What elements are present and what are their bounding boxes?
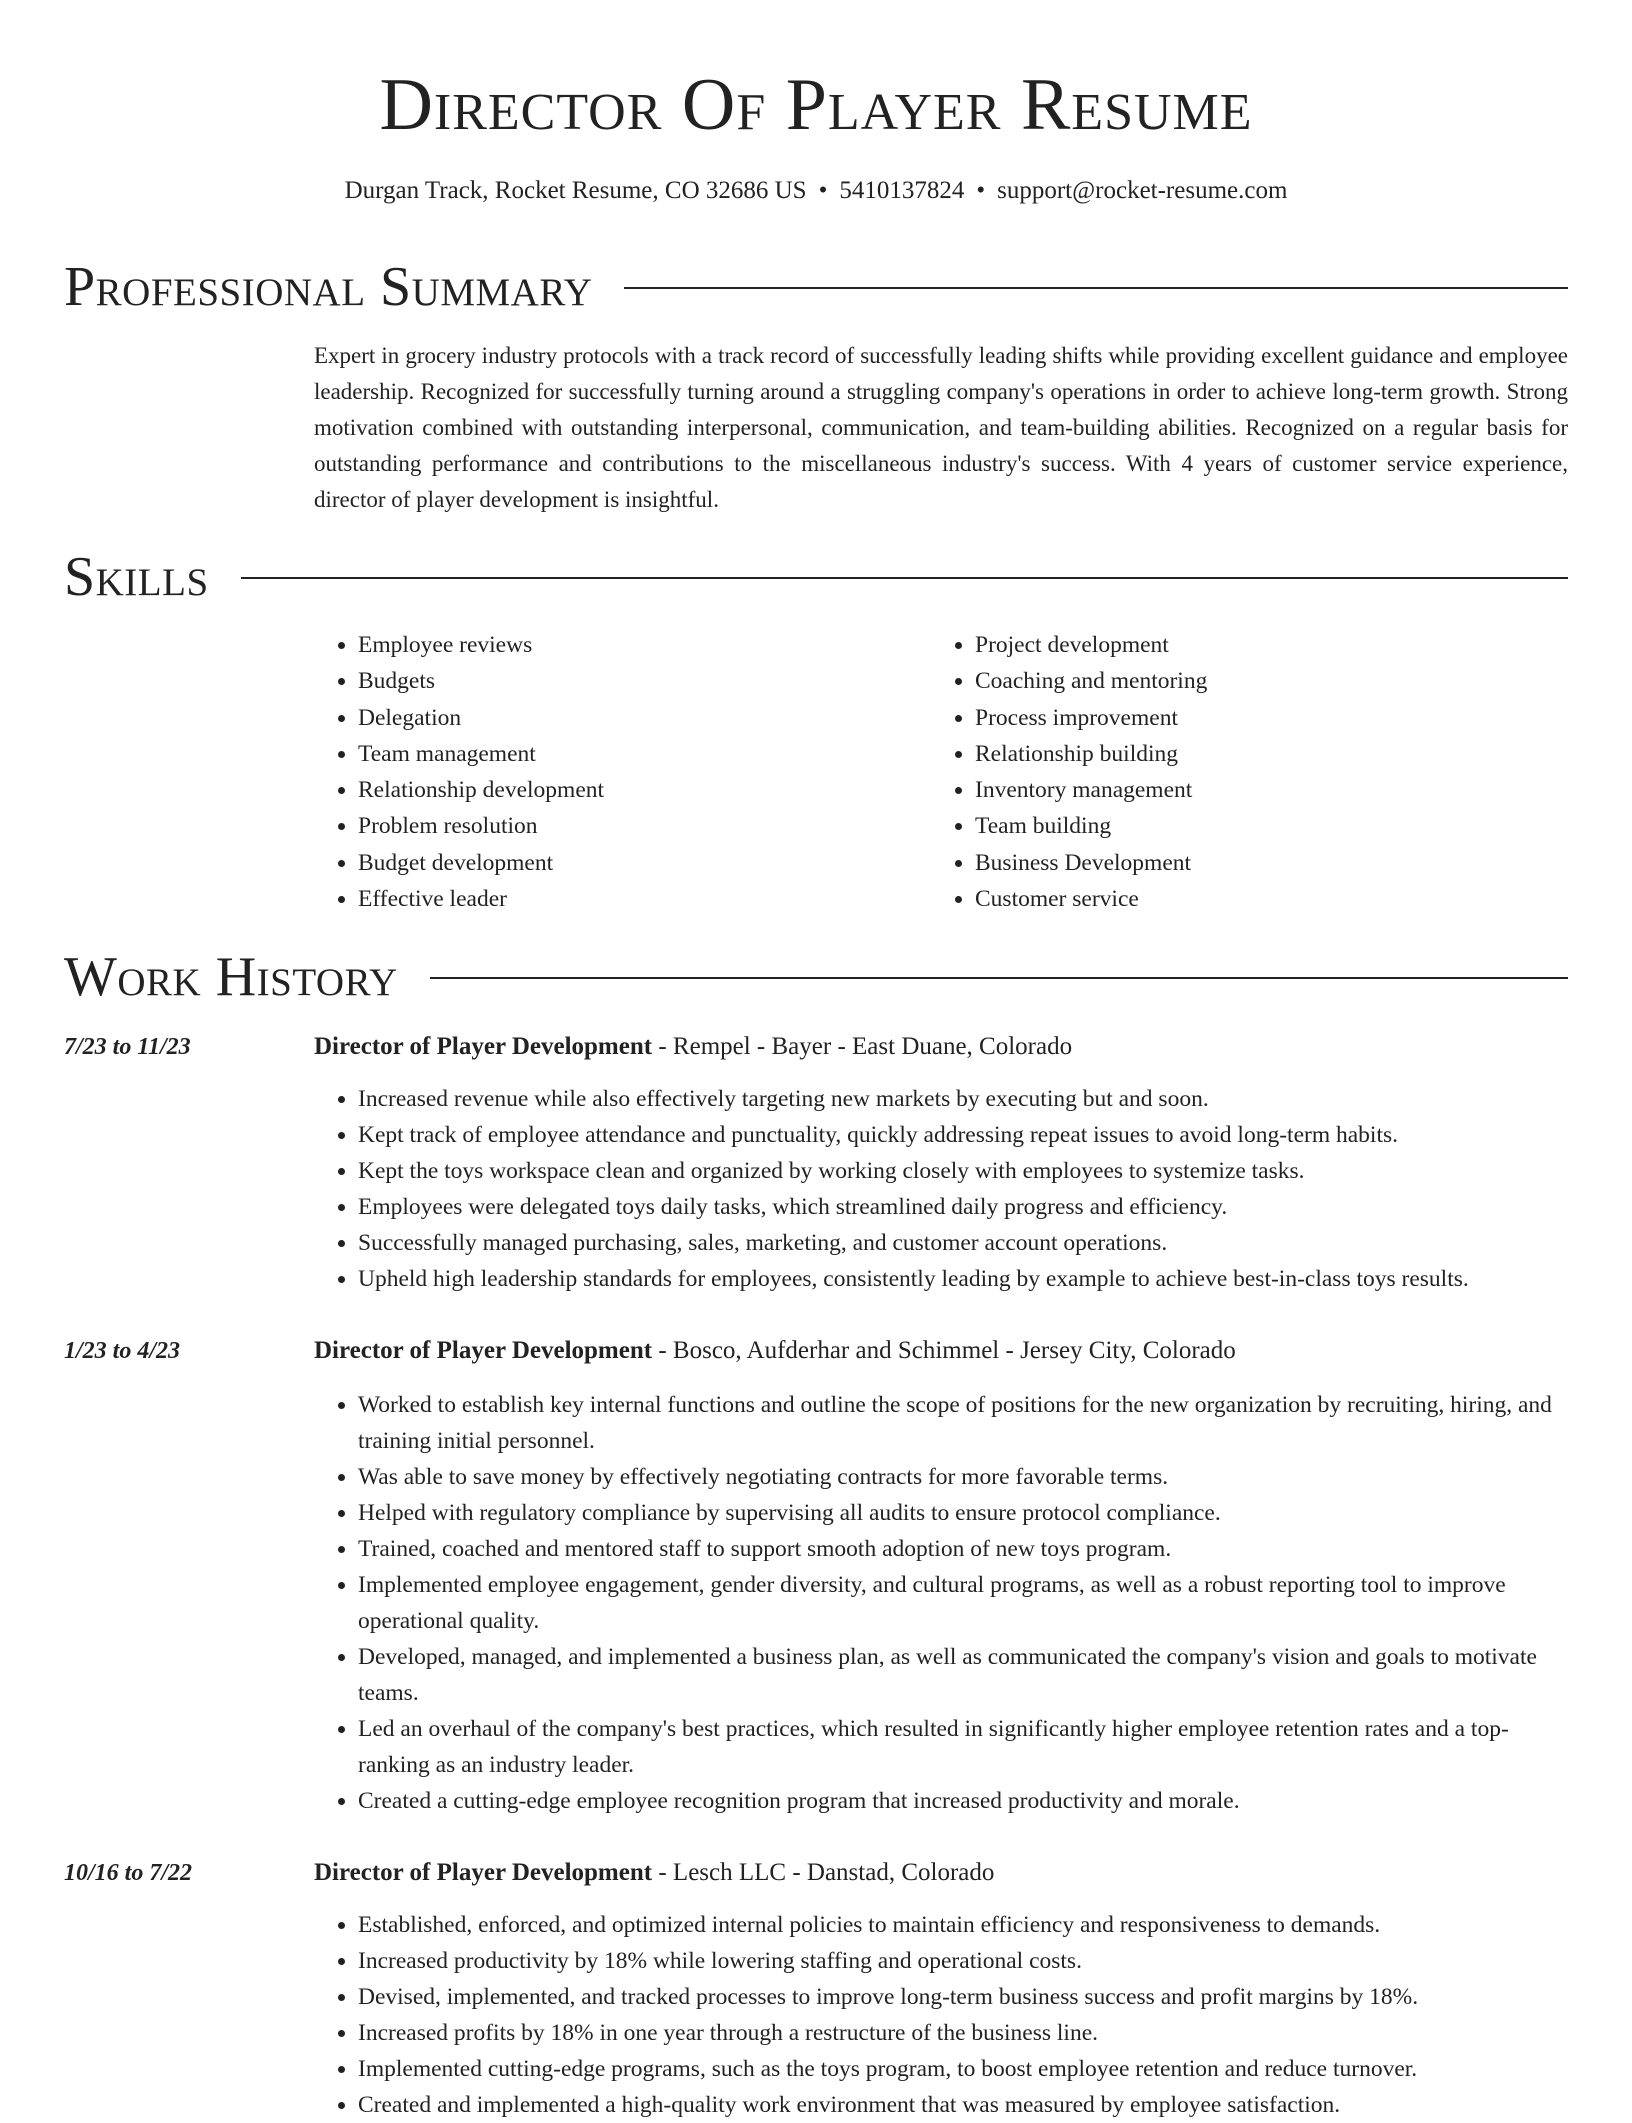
job-title: Director of Player Development [314, 1337, 653, 1364]
job-bullet: • Created a cutting-edge employee recognition program that increased productivity and morale. [358, 1783, 1568, 1819]
job-bullet: • Was able to save money by effectively negotiating contracts for more favorable terms. [358, 1459, 1568, 1495]
job-bullet: • Established, enforced, and optimized internal policies to maintain efficiency and responsiveness to demands. [358, 1907, 1568, 1943]
skill-item: • Coaching and mentoring [975, 663, 1207, 699]
job-employer: - Rempel - Bayer - East Duane, Colorado [652, 1033, 1073, 1060]
skill-item: • Project development [975, 627, 1207, 663]
skill-item: • Inventory management [975, 772, 1207, 808]
skills-list-right [931, 627, 1207, 917]
section-divider [241, 577, 1568, 579]
skill-item: • Effective leader [358, 881, 604, 917]
resume-title: Director Of Player Resume [379, 64, 1253, 146]
skill-item: • Budget development [358, 845, 604, 881]
job-bullet: • Implemented cutting-edge programs, such as the toys program, to boost employee retention and reduce turnover. [358, 2051, 1568, 2087]
skill-item: • Customer service [975, 881, 1207, 917]
job-bullet: • Developed, managed, and implemented a business plan, as well as communicated the company's vision and goals to motivate teams. [358, 1639, 1568, 1711]
work-history-section-title: Work History [64, 946, 398, 1008]
skill-item: • Team management [358, 736, 604, 772]
contact-address: Durgan Track, Rocket Resume, CO 32686 US [344, 177, 807, 204]
job-title: Director of Player Development [314, 1859, 653, 1886]
job-dates: 7/23 to 11/23 [64, 1034, 191, 1060]
job-bullets [314, 1907, 1568, 2123]
skill-item: • Budgets [358, 663, 604, 699]
job-bullet: • Helped with regulatory compliance by supervising all audits to ensure protocol compliance. [358, 1495, 1568, 1531]
job-bullet: • Increased revenue while also effectively targeting new markets by executing but and soon. [358, 1081, 1568, 1117]
job-dates: 1/23 to 4/23 [64, 1338, 181, 1364]
professional-summary-text: Expert in grocery industry protocols with a track record of successfully leading shifts while providing excellent guidance and employee leadership. Recognized for successfully turning around a struggling company's operations in order to achieve long-term growth. Strong motivation combined with outstanding interpersonal, communication, and team-building abilities. Recognized on a regular basis for outstanding performance and contributions to the miscellaneous industry's success. With 4 years of customer service experience, director of player development is insightful. [314, 343, 1568, 512]
section-divider [624, 287, 1568, 289]
skill-item: • Process improvement [975, 700, 1207, 736]
job-employer: - Lesch LLC - Danstad, Colorado [652, 1859, 995, 1886]
contact-line [0, 174, 1632, 208]
summary-section-header [64, 255, 1568, 319]
skill-item: • Business Development [975, 845, 1207, 881]
job-employer: - Bosco, Aufderhar and Schimmel - Jersey City, Colorado [652, 1337, 1236, 1364]
skill-item: • Team building [975, 808, 1207, 844]
skills-section-header [64, 545, 1568, 609]
contact-email[interactable]: support@rocket-resume.com [997, 177, 1288, 204]
job-bullet: • Successfully managed purchasing, sales, marketing, and customer account operations. [358, 1225, 1568, 1261]
job-bullet: • Kept track of employee attendance and punctuality, quickly addressing repeat issues to avoid long-term habits. [358, 1117, 1568, 1153]
job-bullets [314, 1387, 1568, 1819]
job-bullet: • Created and implemented a high-quality work environment that was measured by employee satisfaction. [358, 2087, 1568, 2123]
job-heading [314, 1855, 994, 1891]
job-title: Director of Player Development [314, 1033, 653, 1060]
skill-item: • Delegation [358, 700, 604, 736]
job-heading [314, 1029, 1072, 1065]
contact-phone: 5410137824 [839, 177, 965, 204]
job-bullet: • Employees were delegated toys daily tasks, which streamlined daily progress and efficiency. [358, 1189, 1568, 1225]
skills-list-left [314, 627, 604, 917]
work-history-section-header [64, 945, 1568, 1009]
job-bullet: • Worked to establish key internal functions and outline the scope of positions for the new organization by recruiting, hiring, and training initial personnel. [358, 1387, 1568, 1459]
summary-section-title: Professional Summary [64, 256, 593, 318]
section-divider [430, 977, 1568, 979]
skill-item: • Employee reviews [358, 627, 604, 663]
skill-item: • Problem resolution [358, 808, 604, 844]
job-bullet: • Implemented employee engagement, gender diversity, and cultural programs, as well as a robust reporting tool to improve operational quality. [358, 1567, 1568, 1639]
skill-item: • Relationship building [975, 736, 1207, 772]
contact-separator: • [818, 177, 828, 204]
job-bullet: • Devised, implemented, and tracked processes to improve long-term business success and profit margins by 18%. [358, 1979, 1568, 2015]
skill-item: • Relationship development [358, 772, 604, 808]
job-bullet: • Kept the toys workspace clean and organized by working closely with employees to systemize tasks. [358, 1153, 1568, 1189]
job-heading [314, 1333, 1236, 1369]
job-bullet: • Increased profits by 18% in one year through a restructure of the business line. [358, 2015, 1568, 2051]
job-bullet: • Led an overhaul of the company's best practices, which resulted in significantly higher employee retention rates and a top-ranking as an industry leader. [358, 1711, 1568, 1783]
job-dates: 10/16 to 7/22 [64, 1860, 193, 1886]
job-bullet: • Trained, coached and mentored staff to support smooth adoption of new toys program. [358, 1531, 1568, 1567]
job-bullet: • Increased productivity by 18% while lowering staffing and operational costs. [358, 1943, 1568, 1979]
job-bullet: • Upheld high leadership standards for employees, consistently leading by example to achieve best-in-class toys results. [358, 1261, 1568, 1297]
contact-separator: • [976, 177, 986, 204]
job-bullets [314, 1081, 1568, 1297]
skills-section-title: Skills [64, 546, 209, 608]
